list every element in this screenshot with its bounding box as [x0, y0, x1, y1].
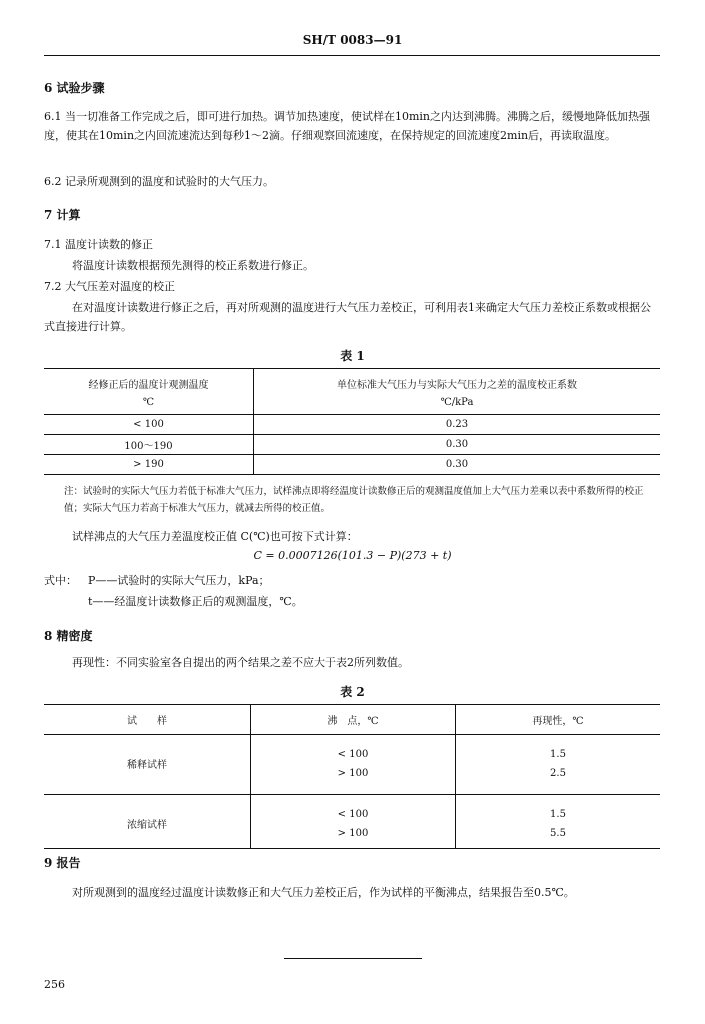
- heading-7-1: 7.1 温度计读数的修正: [44, 238, 153, 251]
- section-9-title: 9 报告: [44, 856, 81, 870]
- table-row: 浓缩试样 < 100 1.5: [44, 805, 660, 824]
- section-7-title: 7 计算: [44, 208, 81, 222]
- heading-7-2: 7.2 大气压差对温度的校正: [44, 280, 175, 293]
- para-6-2: 6.2 记录所观测到的温度和试验时的大气压力。: [44, 175, 274, 188]
- formula-where: 式中：: [44, 574, 77, 587]
- table2-col1-header: 试 样: [44, 705, 251, 735]
- table1-col2-header: 单位标准大气压力与实际大气压力之差的温度校正系数 ℃/kPa: [337, 379, 577, 408]
- para-7-1: 将温度计读数根据预先测得的校正系数进行修正。: [72, 259, 314, 272]
- page-header: SH/T 0083—91: [302, 33, 403, 47]
- table1-col1-header: 经修正后的温度计观测温度 ℃: [44, 369, 254, 415]
- table-row: < 100 0.23: [44, 415, 660, 435]
- formula-equation: C = 0.0007126(101.3 − P)(273 + t): [253, 549, 452, 562]
- table2-caption: 表 2: [340, 685, 365, 699]
- table-row: > 100 2.5: [44, 764, 660, 783]
- para-9: 对所观测到的温度经过温度计读数修正和大气压力差校正后，作为试样的平衡沸点，结果报告至0.5℃。: [72, 886, 575, 899]
- section-8-title: 8 精密度: [44, 629, 93, 643]
- end-rule: [284, 958, 422, 959]
- table-row: 100～190 0.30: [44, 435, 660, 455]
- table1-caption: 表 1: [340, 349, 365, 363]
- table2-col2-header: 沸 点，℃: [251, 705, 456, 735]
- formula-var-t: t——经温度计读数修正后的观测温度，℃。: [88, 595, 303, 608]
- para-8: 再现性：不同实验室各自提出的两个结果之差不应大于表2所列数值。: [72, 656, 409, 669]
- header-rule: [44, 55, 660, 56]
- table-row: 稀释试样 < 100 1.5: [44, 745, 660, 764]
- para-7-2: 在对温度计读数进行修正之后，再对所观测的温度进行大气压力差校正，可利用表1来确定大气压力差校正系数或根据公式直接进行计算。: [44, 301, 651, 333]
- table2-col3-header: 再现性，℃: [532, 716, 584, 727]
- para-6-1: 6.1 当一切准备工作完成之后，即可进行加热。调节加热速度，使试样在10min之内达到沸腾。沸腾之后，缓慢地降低加热强度，使其在10min之内回流速流达到每秒1～2滴。仔细观察回流速度，在保持规定的回流速度2min后，再读取温度。: [44, 110, 651, 142]
- table-1: [44, 368, 660, 475]
- section-6-title: 6 试验步骤: [44, 81, 105, 95]
- table-row: > 100 5.5: [44, 824, 660, 843]
- table-2: [44, 704, 660, 849]
- formula-var-p: P——试验时的实际大气压力，kPa；: [88, 574, 270, 587]
- page-number: 256: [44, 978, 65, 991]
- table-row: > 190 0.30: [44, 455, 660, 475]
- table1-note: 注：试验时的实际大气压力若低于标准大气压力，试样沸点即将经温度计读数修正后的观测温度值加上大气压力差乘以表中系数所得的校正值；实际大气压力若高于标准大气压力，就减去所得的校正值。: [64, 486, 644, 514]
- formula-intro: 试样沸点的大气压力差温度校正值 C(℃)也可按下式计算：: [72, 530, 358, 543]
